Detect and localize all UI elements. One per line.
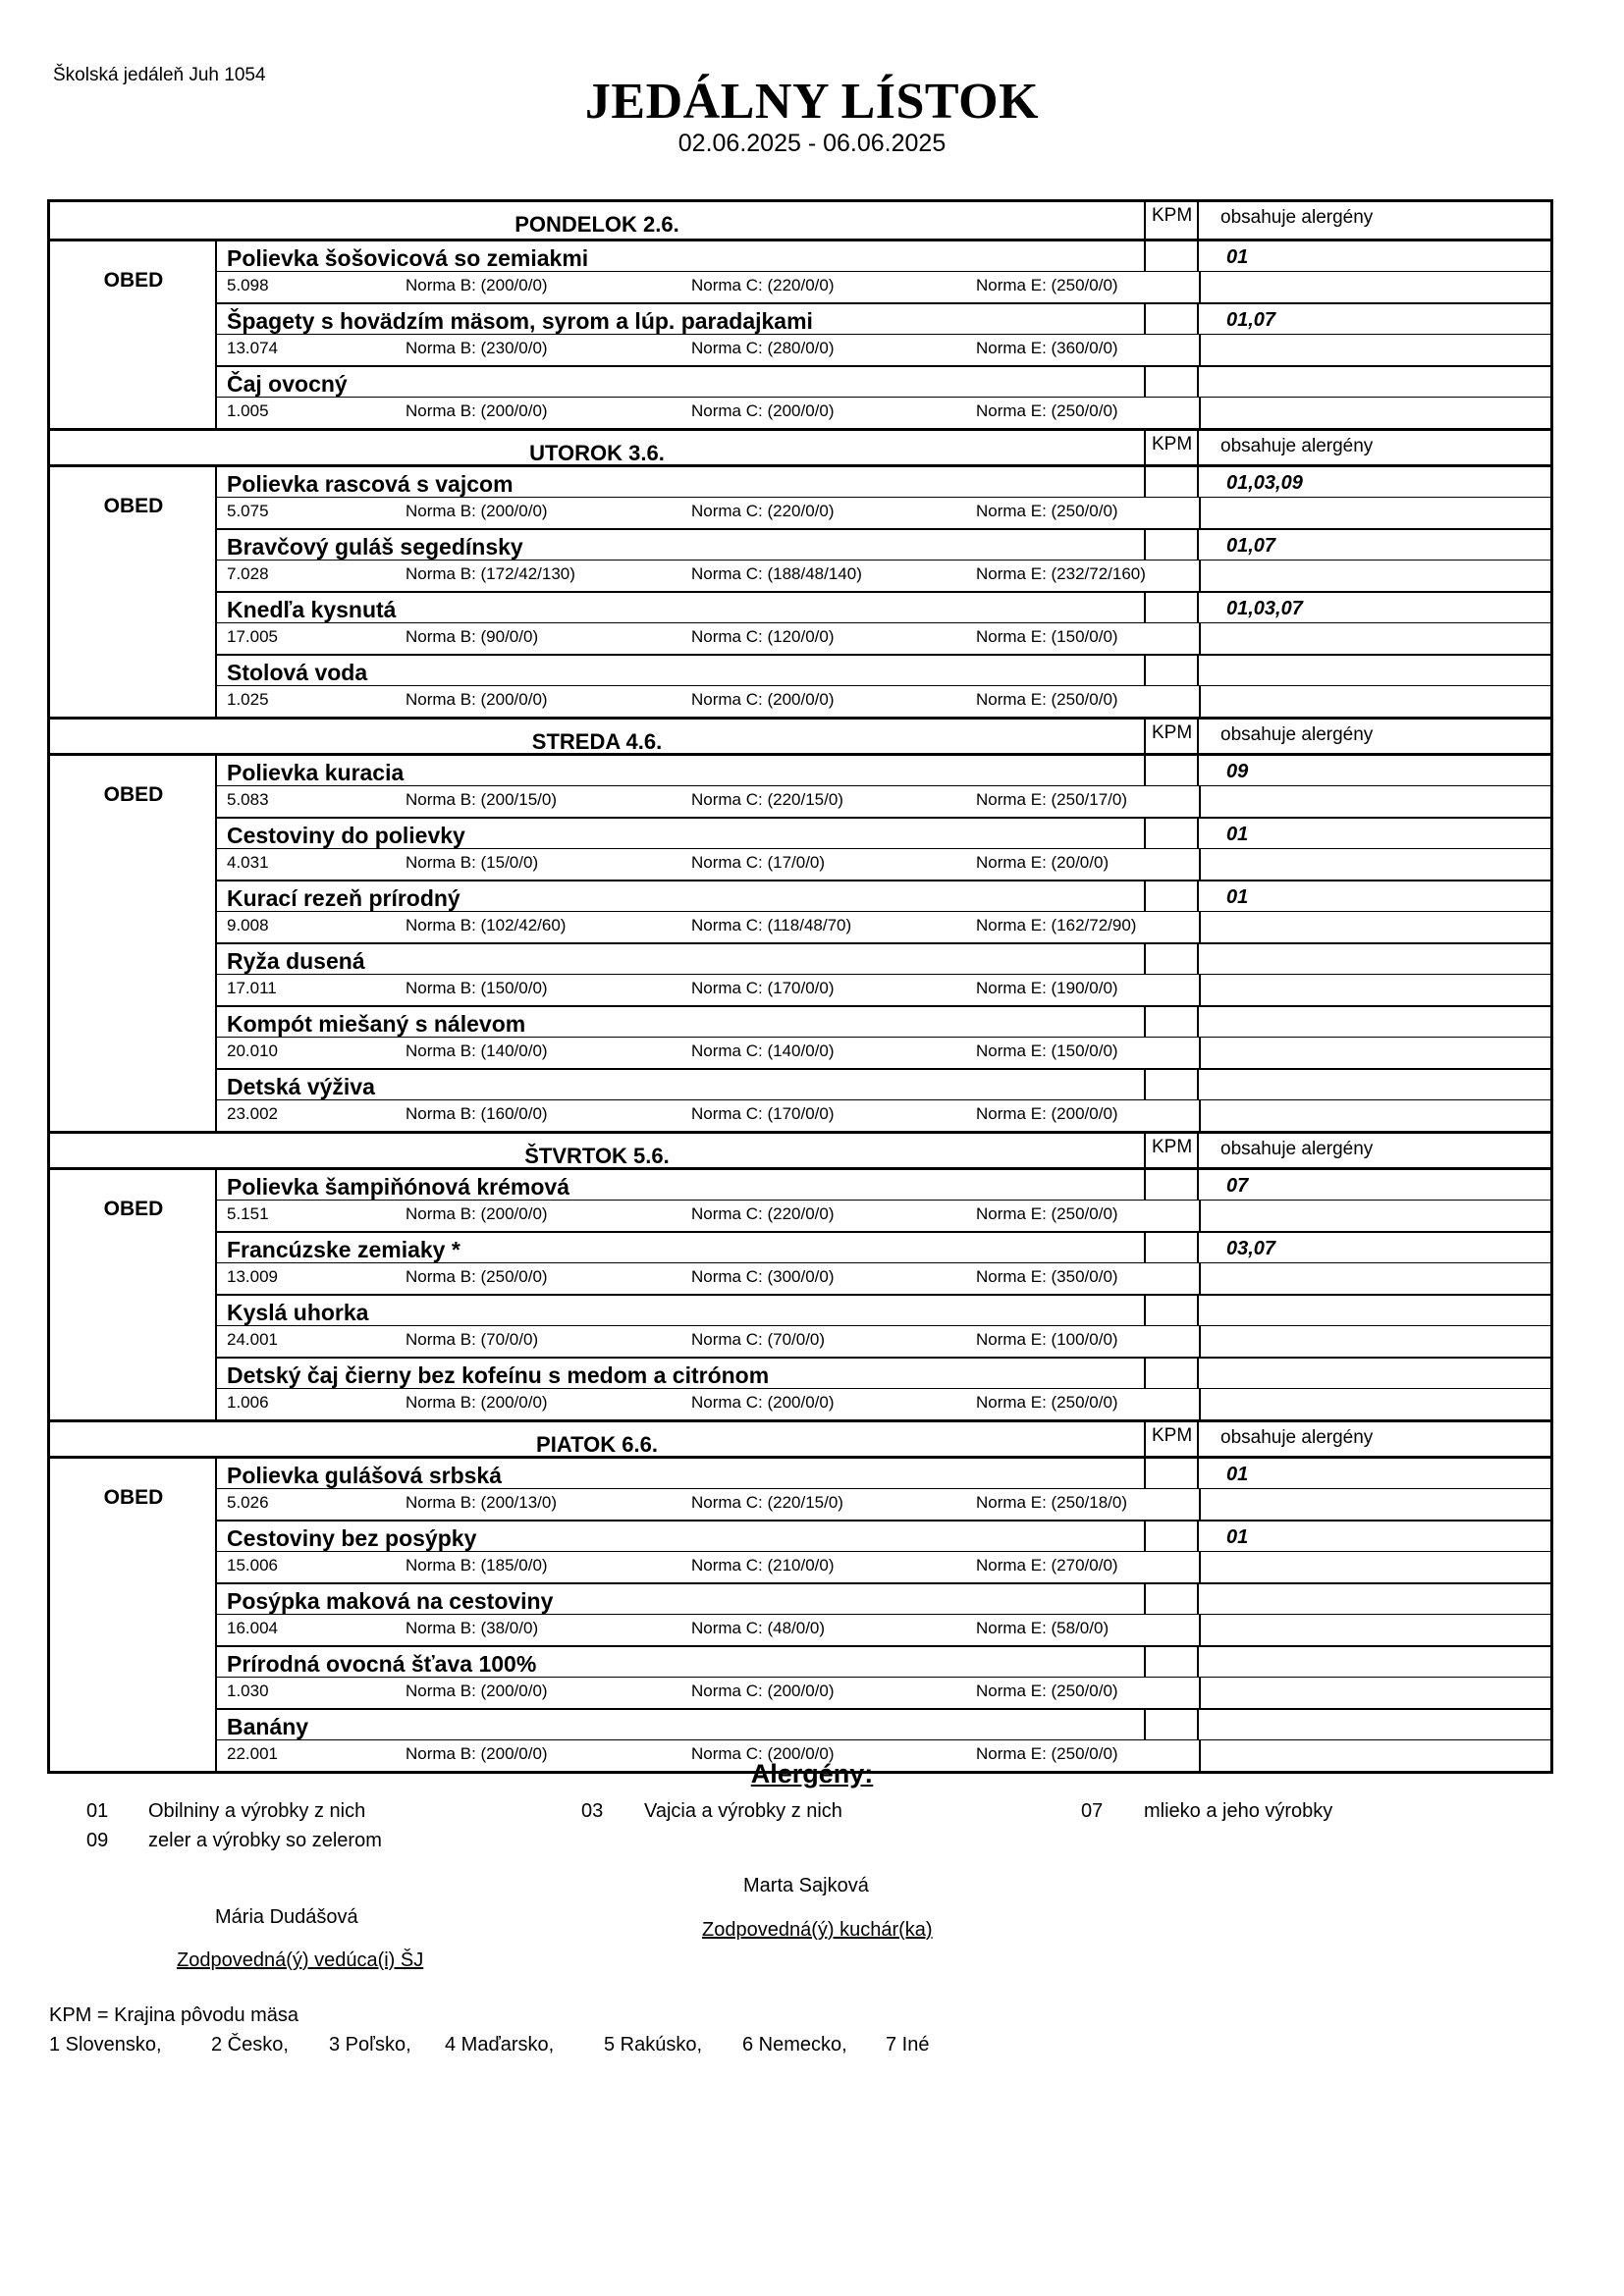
kpm-note: KPM = Krajina pôvodu mäsa: [49, 2004, 299, 2026]
norm-c: Norma C: (48/0/0): [691, 1619, 826, 1637]
dish-code: 5.075: [227, 502, 269, 520]
day-header: [50, 1131, 1550, 1170]
dish-code: 13.074: [227, 339, 278, 357]
menu-item: [217, 1233, 1550, 1296]
dish-code: 1.005: [227, 401, 269, 420]
kpm-cell: [1144, 1359, 1199, 1388]
dish-code: 4.031: [227, 853, 269, 872]
dish-allergens: 01,03,07: [1226, 598, 1303, 619]
cook-role: Zodpovedná(ý) kuchár(ka): [702, 1919, 933, 1941]
cook-name: Marta Sajková: [743, 1875, 869, 1896]
dish-name: Knedľa kysnutá: [227, 597, 397, 622]
menu-item: [217, 1522, 1550, 1584]
dish-allergens: [1199, 367, 1550, 397]
norm-b: Norma B: (90/0/0): [406, 627, 539, 646]
norm-c: Norma C: (220/15/0): [691, 790, 843, 809]
dish-allergens: 01,07: [1226, 309, 1276, 331]
menu-item: [217, 1647, 1550, 1710]
norm-e: Norma E: (150/0/0): [976, 1041, 1118, 1060]
kpm-countries: [49, 2034, 1129, 2063]
norm-c: Norma C: (170/0/0): [691, 979, 835, 997]
menu-item: [217, 1170, 1550, 1233]
menu-item: [217, 1359, 1550, 1419]
kpm-cell: [1144, 756, 1199, 785]
norm-e: Norma E: (270/0/0): [976, 1556, 1118, 1575]
norm-e: Norma E: (250/0/0): [976, 401, 1118, 420]
dish-allergens: 01,07: [1226, 535, 1276, 557]
kpm-cell: [1144, 1296, 1199, 1325]
dish-name: Polievka gulášová srbská: [227, 1463, 502, 1488]
norm-c: Norma C: (70/0/0): [691, 1330, 826, 1349]
norm-b: Norma B: (38/0/0): [406, 1619, 539, 1637]
allergen-code: 01: [86, 1800, 109, 1822]
kpm-cell: [1144, 1584, 1199, 1614]
dish-code: 1.006: [227, 1393, 269, 1412]
meal-items: [217, 756, 1550, 1131]
dish-allergens: 01: [1226, 824, 1249, 845]
norm-b: Norma B: (200/0/0): [406, 502, 548, 520]
kpm-header: KPM: [1144, 202, 1199, 239]
day-block: [50, 467, 1550, 717]
menu-item: [217, 819, 1550, 881]
dish-name: Banány: [227, 1714, 309, 1739]
kpm-cell: [1144, 1710, 1199, 1739]
day-block: [50, 241, 1550, 428]
dish-name: Polievka rascová s vajcom: [227, 471, 514, 497]
dish-code: 7.028: [227, 564, 269, 583]
meal-label: OBED: [103, 1198, 164, 1220]
day-block: [50, 1459, 1550, 1771]
dish-code: 15.006: [227, 1556, 278, 1575]
norm-c: Norma C: (200/0/0): [691, 690, 835, 709]
norm-b: Norma B: (150/0/0): [406, 979, 548, 997]
day-header: [50, 1419, 1550, 1459]
day-name: STREDA 4.6.: [531, 729, 663, 754]
kpm-header: KPM: [1144, 1422, 1199, 1459]
allergen-text: Obilniny a výrobky z nich: [148, 1800, 366, 1822]
meal-column: [50, 1170, 217, 1419]
norm-c: Norma C: (170/0/0): [691, 1104, 835, 1123]
kpm-cell: [1144, 819, 1199, 848]
norm-c: Norma C: (220/0/0): [691, 1204, 835, 1223]
norm-c: Norma C: (220/15/0): [691, 1493, 843, 1512]
menu-item: [217, 1584, 1550, 1647]
day-header: [50, 428, 1550, 467]
kpm-cell: [1144, 944, 1199, 974]
dish-name: Prírodná ovocná šťava 100%: [227, 1651, 537, 1677]
day-header: [50, 202, 1550, 241]
dish-allergens: [1199, 944, 1550, 974]
norm-c: Norma C: (140/0/0): [691, 1041, 835, 1060]
norm-c: Norma C: (280/0/0): [691, 339, 835, 357]
meal-items: [217, 1170, 1550, 1419]
menu-item: [217, 241, 1550, 304]
meal-label: OBED: [103, 495, 164, 517]
dish-name: Ryža dusená: [227, 948, 365, 974]
dish-code: 9.008: [227, 916, 269, 934]
dish-code: 17.011: [227, 979, 277, 997]
norm-b: Norma B: (200/0/0): [406, 1393, 548, 1412]
kpm-cell: [1144, 1459, 1199, 1488]
menu-item: [217, 1296, 1550, 1359]
meal-items: [217, 241, 1550, 428]
norm-c: Norma C: (17/0/0): [691, 853, 826, 872]
kpm-cell: [1144, 530, 1199, 560]
norm-b: Norma B: (200/0/0): [406, 1744, 548, 1763]
school-name: Školská jedáleň Juh 1054: [53, 65, 266, 85]
dish-allergens: 03,07: [1226, 1238, 1276, 1259]
kpm-country: 4 Maďarsko,: [445, 2034, 555, 2056]
menu-item: [217, 1459, 1550, 1522]
allergen-legend: [0, 1800, 1624, 1859]
menu-item: [217, 467, 1550, 530]
norm-c: Norma C: (200/0/0): [691, 1682, 835, 1700]
norm-b: Norma B: (15/0/0): [406, 853, 539, 872]
dish-allergens: 01,03,09: [1226, 472, 1303, 494]
kpm-cell: [1144, 467, 1199, 497]
norm-e: Norma E: (250/0/0): [976, 1744, 1118, 1763]
dish-name: Kyslá uhorka: [227, 1300, 369, 1325]
manager-role: Zodpovedná(ý) vedúca(i) ŠJ: [177, 1949, 424, 1971]
norm-b: Norma B: (160/0/0): [406, 1104, 548, 1123]
meal-items: [217, 467, 1550, 717]
menu-item: [217, 593, 1550, 656]
norm-b: Norma B: (140/0/0): [406, 1041, 548, 1060]
kpm-header: KPM: [1144, 1134, 1199, 1170]
meal-column: [50, 1459, 217, 1771]
norm-b: Norma B: (200/13/0): [406, 1493, 558, 1512]
norm-e: Norma E: (100/0/0): [976, 1330, 1118, 1349]
norm-c: Norma C: (200/0/0): [691, 1393, 835, 1412]
dish-allergens: 01: [1226, 1464, 1249, 1485]
dish-allergens: 09: [1226, 761, 1249, 782]
norm-b: Norma B: (102/42/60): [406, 916, 567, 934]
dish-name: Stolová voda: [227, 660, 368, 685]
dish-code: 5.098: [227, 276, 269, 294]
dish-code: 5.083: [227, 790, 269, 809]
dish-name: Francúzske zemiaky *: [227, 1237, 460, 1262]
dish-code: 16.004: [227, 1619, 278, 1637]
menu-item: [217, 367, 1550, 428]
dish-code: 1.025: [227, 690, 269, 709]
menu-table: [47, 199, 1553, 1774]
dish-code: 13.009: [227, 1267, 278, 1286]
allergens-header: obsahuje alergény: [1220, 207, 1374, 228]
allergen-text: mlieko a jeho výrobky: [1144, 1800, 1333, 1822]
dish-allergens: [1199, 1007, 1550, 1037]
allergens-header: obsahuje alergény: [1220, 436, 1374, 456]
norm-c: Norma C: (188/48/140): [691, 564, 862, 583]
menu-item: [217, 656, 1550, 717]
dish-code: 22.001: [227, 1744, 278, 1763]
day-block: [50, 756, 1550, 1131]
dish-name: Čaj ovocný: [227, 371, 348, 397]
dish-name: Polievka šampiňónová krémová: [227, 1174, 569, 1200]
meal-column: [50, 756, 217, 1131]
meal-items: [217, 1459, 1550, 1771]
dish-allergens: [1199, 1359, 1550, 1388]
menu-item: [217, 944, 1550, 1007]
kpm-cell: [1144, 593, 1199, 622]
norm-e: Norma E: (250/18/0): [976, 1493, 1128, 1512]
menu-item: [217, 304, 1550, 367]
norm-e: Norma E: (58/0/0): [976, 1619, 1110, 1637]
norm-e: Norma E: (250/0/0): [976, 276, 1118, 294]
menu-item: [217, 1070, 1550, 1131]
norm-b: Norma B: (172/42/130): [406, 564, 575, 583]
dish-code: 17.005: [227, 627, 278, 646]
dish-allergens: [1199, 1710, 1550, 1739]
day-name: ŠTVRTOK 5.6.: [524, 1144, 670, 1168]
dish-name: Posýpka maková na cestoviny: [227, 1588, 554, 1614]
menu-item: [217, 881, 1550, 944]
norm-c: Norma C: (118/48/70): [691, 916, 852, 934]
norm-c: Norma C: (200/0/0): [691, 1744, 835, 1763]
kpm-cell: [1144, 304, 1199, 334]
norm-b: Norma B: (200/0/0): [406, 1204, 548, 1223]
day-name: PONDELOK 2.6.: [514, 212, 679, 237]
dish-allergens: 01: [1226, 246, 1249, 268]
norm-e: Norma E: (200/0/0): [976, 1104, 1118, 1123]
kpm-country: 6 Nemecko,: [742, 2034, 847, 2056]
menu-item: [217, 1007, 1550, 1070]
day-name: PIATOK 6.6.: [536, 1432, 658, 1457]
kpm-country: 5 Rakúsko,: [604, 2034, 703, 2056]
norm-b: Norma B: (185/0/0): [406, 1556, 548, 1575]
dish-name: Špagety s hovädzím mäsom, syrom a lúp. paradajkami: [227, 308, 813, 334]
dish-name: Detský čaj čierny bez kofeínu s medom a citrónom: [227, 1362, 770, 1388]
dish-name: Kurací rezeň prírodný: [227, 885, 460, 911]
dish-name: Cestoviny do polievky: [227, 823, 465, 848]
dish-allergens: [1199, 1296, 1550, 1325]
norm-e: Norma E: (150/0/0): [976, 627, 1118, 646]
day-block: [50, 1170, 1550, 1419]
dish-code: 5.151: [227, 1204, 269, 1223]
dish-allergens: [1199, 1070, 1550, 1099]
norm-e: Norma E: (360/0/0): [976, 339, 1118, 357]
kpm-cell: [1144, 367, 1199, 397]
dish-name: Polievka kuracia: [227, 760, 405, 785]
meal-label: OBED: [103, 783, 164, 806]
kpm-cell: [1144, 1233, 1199, 1262]
kpm-header: KPM: [1144, 431, 1199, 467]
norm-e: Norma E: (250/0/0): [976, 1393, 1118, 1412]
dish-name: Polievka šošovicová so zemiakmi: [227, 245, 589, 271]
kpm-cell: [1144, 1522, 1199, 1551]
kpm-country: 1 Slovensko,: [49, 2034, 162, 2056]
kpm-cell: [1144, 881, 1199, 911]
kpm-cell: [1144, 1007, 1199, 1037]
dish-name: Detská výživa: [227, 1074, 375, 1099]
dish-allergens: 01: [1226, 886, 1249, 908]
norm-b: Norma B: (200/0/0): [406, 401, 548, 420]
page-title: JEDÁLNY LÍSTOK: [584, 74, 1040, 130]
allergen-text: Vajcia a výrobky z nich: [644, 1800, 842, 1822]
meal-column: [50, 467, 217, 717]
dish-allergens: 07: [1226, 1175, 1249, 1197]
norm-e: Norma E: (250/0/0): [976, 690, 1118, 709]
menu-item: [217, 530, 1550, 593]
norm-b: Norma B: (70/0/0): [406, 1330, 539, 1349]
dish-code: 1.030: [227, 1682, 269, 1700]
dish-code: 24.001: [227, 1330, 278, 1349]
dish-allergens: [1199, 1647, 1550, 1677]
day-name: UTOROK 3.6.: [529, 441, 665, 465]
norm-c: Norma C: (220/0/0): [691, 276, 835, 294]
dish-name: Cestoviny bez posýpky: [227, 1525, 477, 1551]
dish-code: 23.002: [227, 1104, 278, 1123]
manager-name: Mária Dudášová: [215, 1906, 358, 1928]
norm-c: Norma C: (300/0/0): [691, 1267, 835, 1286]
norm-e: Norma E: (162/72/90): [976, 916, 1137, 934]
allergens-title: Alergény:: [750, 1759, 874, 1789]
kpm-header: KPM: [1144, 720, 1199, 756]
norm-c: Norma C: (210/0/0): [691, 1556, 835, 1575]
norm-b: Norma B: (200/0/0): [406, 276, 548, 294]
kpm-country: 3 Poľsko,: [329, 2034, 411, 2056]
norm-e: Norma E: (190/0/0): [976, 979, 1118, 997]
norm-e: Norma E: (250/17/0): [976, 790, 1128, 809]
allergen-code: 03: [581, 1800, 604, 1822]
kpm-cell: [1144, 1170, 1199, 1200]
allergen-code: 07: [1081, 1800, 1104, 1822]
kpm-country: 7 Iné: [886, 2034, 930, 2056]
dish-code: 5.026: [227, 1493, 269, 1512]
norm-c: Norma C: (120/0/0): [691, 627, 835, 646]
norm-e: Norma E: (20/0/0): [976, 853, 1110, 872]
kpm-cell: [1144, 1647, 1199, 1677]
norm-c: Norma C: (220/0/0): [691, 502, 835, 520]
meal-column: [50, 241, 217, 428]
meal-label: OBED: [103, 1486, 164, 1509]
norm-b: Norma B: (200/15/0): [406, 790, 558, 809]
kpm-cell: [1144, 241, 1199, 271]
norm-c: Norma C: (200/0/0): [691, 401, 835, 420]
norm-e: Norma E: (250/0/0): [976, 502, 1118, 520]
meal-label: OBED: [103, 269, 164, 292]
allergen-text: zeler a výrobky so zelerom: [148, 1830, 382, 1851]
allergens-header: obsahuje alergény: [1220, 1139, 1374, 1159]
norm-e: Norma E: (232/72/160): [976, 564, 1146, 583]
dish-code: 20.010: [227, 1041, 278, 1060]
menu-item: [217, 756, 1550, 819]
dish-allergens: [1199, 1584, 1550, 1614]
date-range: 02.06.2025 - 06.06.2025: [677, 130, 947, 157]
norm-e: Norma E: (250/0/0): [976, 1682, 1118, 1700]
norm-e: Norma E: (350/0/0): [976, 1267, 1118, 1286]
dish-name: Bravčový guláš segedínsky: [227, 534, 523, 560]
kpm-country: 2 Česko,: [211, 2034, 289, 2056]
kpm-cell: [1144, 656, 1199, 685]
norm-e: Norma E: (250/0/0): [976, 1204, 1118, 1223]
norm-b: Norma B: (250/0/0): [406, 1267, 548, 1286]
dish-allergens: 01: [1226, 1526, 1249, 1548]
norm-b: Norma B: (230/0/0): [406, 339, 548, 357]
kpm-cell: [1144, 1070, 1199, 1099]
allergens-header: obsahuje alergény: [1220, 1427, 1374, 1448]
allergens-header: obsahuje alergény: [1220, 724, 1374, 745]
day-header: [50, 717, 1550, 756]
norm-b: Norma B: (200/0/0): [406, 690, 548, 709]
dish-allergens: [1199, 656, 1550, 685]
norm-b: Norma B: (200/0/0): [406, 1682, 548, 1700]
allergen-code: 09: [86, 1830, 109, 1851]
dish-name: Kompót miešaný s nálevom: [227, 1011, 526, 1037]
